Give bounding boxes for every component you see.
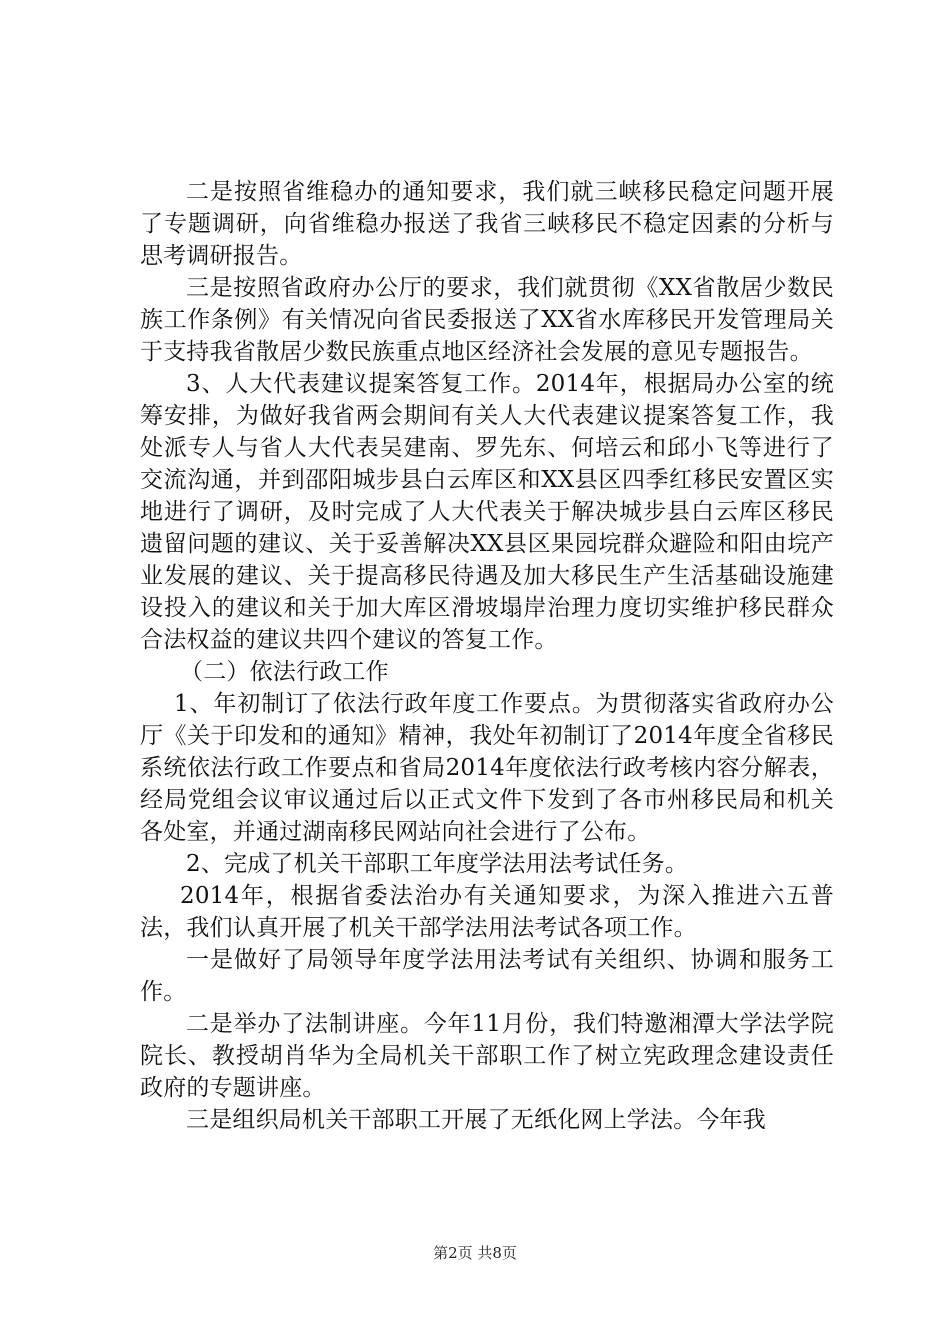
paragraph-annual-work-points: 1、年初制订了依法行政年度工作要点。为贯彻落实省政府办公厅《关于印发和的通知》精神，我处年初制订了2014年度全省移民系统依法行政工作要点和省局2014年度依法行政考核内容分解表，经局党组会议审议通过后以正式文件下发到了各市州移民局和机关各处室，并通过湖南移民网站向社会进行了公布。: [140, 691, 834, 845]
paragraph-law-exam-detail: 2014年，根据省委法治办有关通知要求，为深入推进六五普法，我们认真开展了机关干部学法用法考试各项工作。: [140, 883, 834, 941]
section-heading-law-administration: （二）依法行政工作: [180, 659, 389, 685]
paragraph-minority-report: 三是按照省政府办公厅的要求，我们就贯彻《XX省散居少数民族工作条例》有关情况向省民委报送了XX省水库移民开发管理局关于支持我省散居少数民族重点地区经济社会发展的意见专题报告。: [140, 275, 834, 365]
paragraph-leader-exam: 一是做好了局领导年度学法用法考试有关组织、协调和服务工作。: [140, 947, 834, 1005]
paragraph-stability-research: 二是按照省维稳办的通知要求，我们就三峡移民稳定问题开展了专题调研，向省维稳办报送了我省三峡移民不稳定因素的分析与思考调研报告。: [140, 179, 834, 269]
paragraph-online-study: 三是组织局机关干部职工开展了无纸化网上学法。今年我: [186, 1107, 766, 1133]
document-body: [140, 176, 834, 1136]
page-footer: 第2页 共8页: [433, 1244, 517, 1262]
paragraph-npc-proposals: 3、人大代表建议提案答复工作。2014年，根据局办公室的统筹安排，为做好我省两会期间有关人大代表建议提案答复工作，我处派专人与省人大代表吴建南、罗先东、何培云和邱小飞等进行了交流沟通，并到邵阳城步县白云库区和XX县区四季红移民安置区实地进行了调研，及时完成了人大代表关于解决城步县白云库区移民遗留问题的建议、关于妥善解决XX县区果园垸群众避险和阳由垸产业发展的建议、关于提高移民待遇及加大移民生产生活基础设施建设投入的建议和关于加大库区滑坡塌岸治理力度切实维护移民群众合法权益的建议共四个建议的答复工作。: [140, 371, 834, 653]
paragraph-legal-lecture: 二是举办了法制讲座。今年11月份，我们特邀湘潭大学法学院院长、教授胡肖华为全局机关干部职工作了树立宪政理念建设责任政府的专题讲座。: [140, 1011, 834, 1101]
paragraph-law-exam-title: 2、完成了机关干部职工年度学法用法考试任务。: [186, 851, 689, 877]
